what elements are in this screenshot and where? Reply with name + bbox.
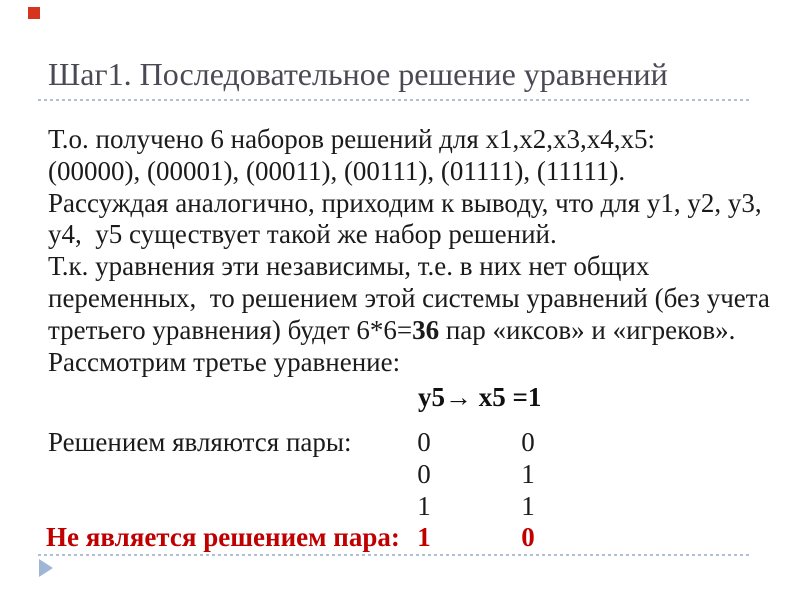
pair-value-x5: 1 xyxy=(521,459,535,489)
pair-value-x5: 1 xyxy=(521,491,535,521)
non-solution-value-x5: 0 xyxy=(521,522,535,552)
pair-value-x5: 0 xyxy=(521,427,535,457)
slide-title: Шаг1. Последовательное решение уравнений xyxy=(48,56,668,92)
pair-value-y5: 0 xyxy=(417,459,431,489)
footer-divider xyxy=(38,554,750,556)
pair-value-y5: 0 xyxy=(417,427,431,457)
body-line: у4, у5 существует такой же набор решений. xyxy=(48,219,557,250)
title-divider xyxy=(38,99,750,101)
equation: у5→ х5 =1 xyxy=(418,382,542,412)
body-line: Рассуждая аналогично, приходим к выводу, что для у1, у2, у3, xyxy=(48,187,762,218)
pairs-label: Решением являются пары: xyxy=(48,427,352,457)
body-line: Рассмотрим третье уравнение: xyxy=(48,346,401,377)
non-solution-label: Не является решением пара: xyxy=(46,522,400,552)
body-line-bold-part: 36 xyxy=(412,314,440,345)
body-line: Т.к. уравнения эти независимы, т.е. в них нет общих xyxy=(48,251,650,282)
body-line-part: пар «иксов» и «игреков». xyxy=(439,314,736,345)
non-solution-value-y5: 1 xyxy=(417,522,431,552)
pair-value-y5: 1 xyxy=(417,491,431,521)
body-line: переменных, то решением этой системы уравнений (без учета xyxy=(48,282,770,313)
accent-square xyxy=(28,7,40,19)
body-line: (00000), (00001), (00011), (00111), (01111), (11111). xyxy=(48,155,626,186)
body-line: Т.о. получено 6 наборов решений для х1,х2,х3,х4,х5: xyxy=(48,124,656,154)
body-text-block xyxy=(48,124,770,378)
body-line-part: третьего уравнения) будет 6*6= xyxy=(48,314,413,345)
body-line-with-bold xyxy=(48,315,760,347)
next-arrow-icon xyxy=(38,558,54,578)
